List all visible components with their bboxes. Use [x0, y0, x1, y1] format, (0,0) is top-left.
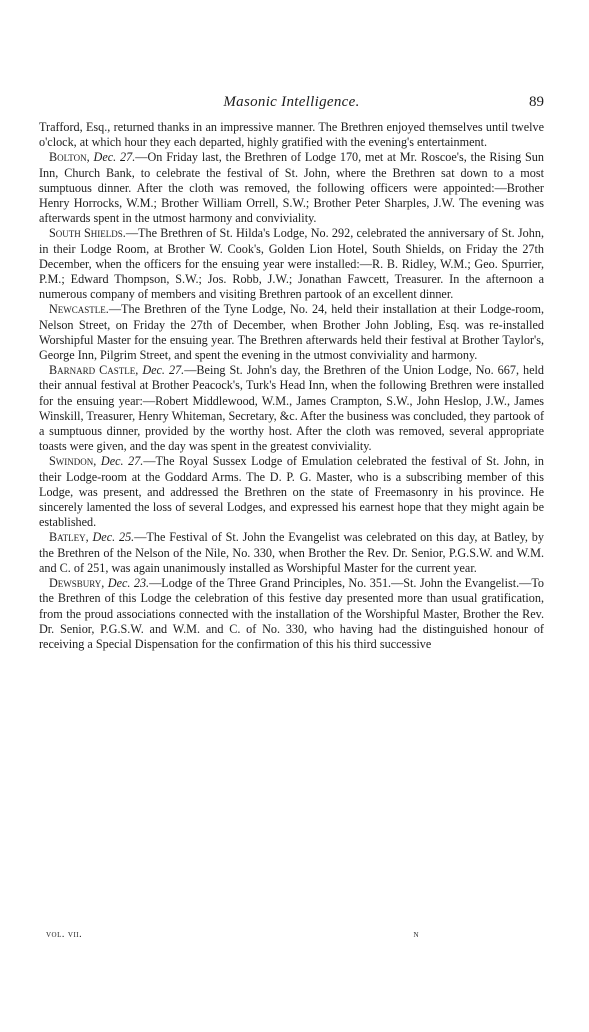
page-number: 89	[529, 94, 544, 110]
place-name: Dewsbury,	[49, 576, 105, 591]
paragraph-dewsbury	[39, 576, 544, 652]
article-body	[39, 120, 544, 652]
paragraph-swindon	[39, 454, 544, 530]
paragraph-barnard-castle	[39, 363, 544, 454]
volume-label: vol. vii.	[46, 929, 83, 940]
place-name: Newcastle.	[49, 302, 109, 317]
paragraph-batley	[39, 530, 544, 576]
place-name: South Shields.	[49, 226, 126, 241]
paragraph-text: —The Brethren of the Tyne Lodge, No. 24, held their installation at their Lodge-room, Nelson Street, on Friday the 27th of December, when Brother John Jobling, Esq. was re-installed Worshipful Master for the ensuing year. The Brethren afterwards held their festival at Brother Taylor's, George Inn, Pilgrim Street, and spent the evening in the utmost conviviality and harmony.	[39, 302, 544, 363]
date: Dec. 23.	[107, 576, 150, 591]
paragraph-text: —The Festival of St. John the Evangelist was celebrated on this day, at Batley, by the Brethren of the Nelson of the Nile, No. 330, when Brother the Rev. Dr. Senior, P.G.S.W. and W.M. and C. of 251, was again unanimously installed as Worshipful Master for the current year.	[39, 530, 544, 575]
paragraph-text: Trafford, Esq., returned thanks in an impressive manner. The Brethren enjoyed themselves until twelve o'clock, at which hour they each departed, highly gratified with the evening's entertainment.	[39, 120, 544, 150]
running-title: Masonic Intelligence.	[223, 94, 360, 110]
page-footer	[46, 929, 419, 940]
paragraph-text: —The Royal Sussex Lodge of Emulation celebrated the festival of St. John, in their Lodge-room at the Goddard Arms. The D. P. G. Master, who is a subscribing member of this Lodge, was present, and addressed the Brethren on the state of Freemasonry in his province. He sincerely lamented the loss of several Lodges, and expressed his earnest hope that they might again be established.	[39, 454, 544, 530]
paragraph-text: —Lodge of the Three Grand Principles, No. 351.—St. John the Evangelist.—To the Brethren of this Lodge the celebration of this festive day presented more than usual gratification, from the proud associations connected with the installation of the Worshipful Master, Brother the Rev. Dr. Senior, P.G.S.W. and W.M. and C. of No. 330, who having had the distinguished honour of receiving a Special Dispensation for the confirmation of this his third successive	[39, 576, 545, 651]
paragraph-newcastle	[39, 302, 544, 363]
paragraph-bolton	[39, 150, 544, 226]
date: Dec. 25.	[92, 530, 135, 545]
place-name: Swindon,	[49, 454, 97, 469]
page-header	[39, 94, 544, 112]
paragraph-text: —The Brethren of St. Hilda's Lodge, No. 292, celebrated the anniversary of St. John, in their Lodge Room, at Brother W. Cook's, Golden Lion Hotel, South Shields, on Friday the 27th December, when the officers for the ensuing year were installed:—R. B. Ridley, W.M.; Geo. Spurrier, P.M.; Edward Thompson, S.W.; Jos. Robb, J.W.; Jonathan Fawcett, Treasurer. In the afternoon a numerous company of members and visiting Brethren partook of an excellent dinner.	[39, 226, 544, 302]
place-name: Batley,	[49, 530, 89, 545]
date: Dec. 27.	[142, 363, 185, 378]
paragraph-south-shields	[39, 226, 544, 302]
signature-mark: n	[413, 929, 419, 940]
date: Dec. 27.	[100, 454, 144, 469]
paragraph-continuation	[39, 120, 544, 150]
paragraph-text: —Being St. John's day, the Brethren of the Union Lodge, No. 667, held their annual festival at Brother Peacock's, Turk's Head Inn, when the following Brethren were installed for the ensuing year:—Robert Middlewood, W.M., James Crampton, S.W., John Heslop, J.W., James Winskill, Treasurer, Henry Whiteman, Secretary, &c. After the business was concluded, they partook of a sumptuous dinner, provided by the worthy host. After the cloth was removed, several appropriate toasts were given, and the day was spent in the greatest conviviality.	[39, 363, 544, 454]
date: Dec. 27.	[93, 150, 136, 165]
place-name: Barnard Castle,	[49, 363, 139, 378]
place-name: Bolton,	[49, 150, 90, 165]
paragraph-text: —On Friday last, the Brethren of Lodge 170, met at Mr. Roscoe's, the Rising Sun Inn, Church Bank, to celebrate the festival of St. John, where the Brethren sat down to a most sumptuous dinner. After the cloth was removed, the following officers were appointed:—Brother Henry Horrocks, W.M.; Brother William Orrell, S.W.; Brother Peter Sharples, J.W. The evening was afterwards spent in the utmost harmony and conviviality.	[39, 150, 544, 226]
